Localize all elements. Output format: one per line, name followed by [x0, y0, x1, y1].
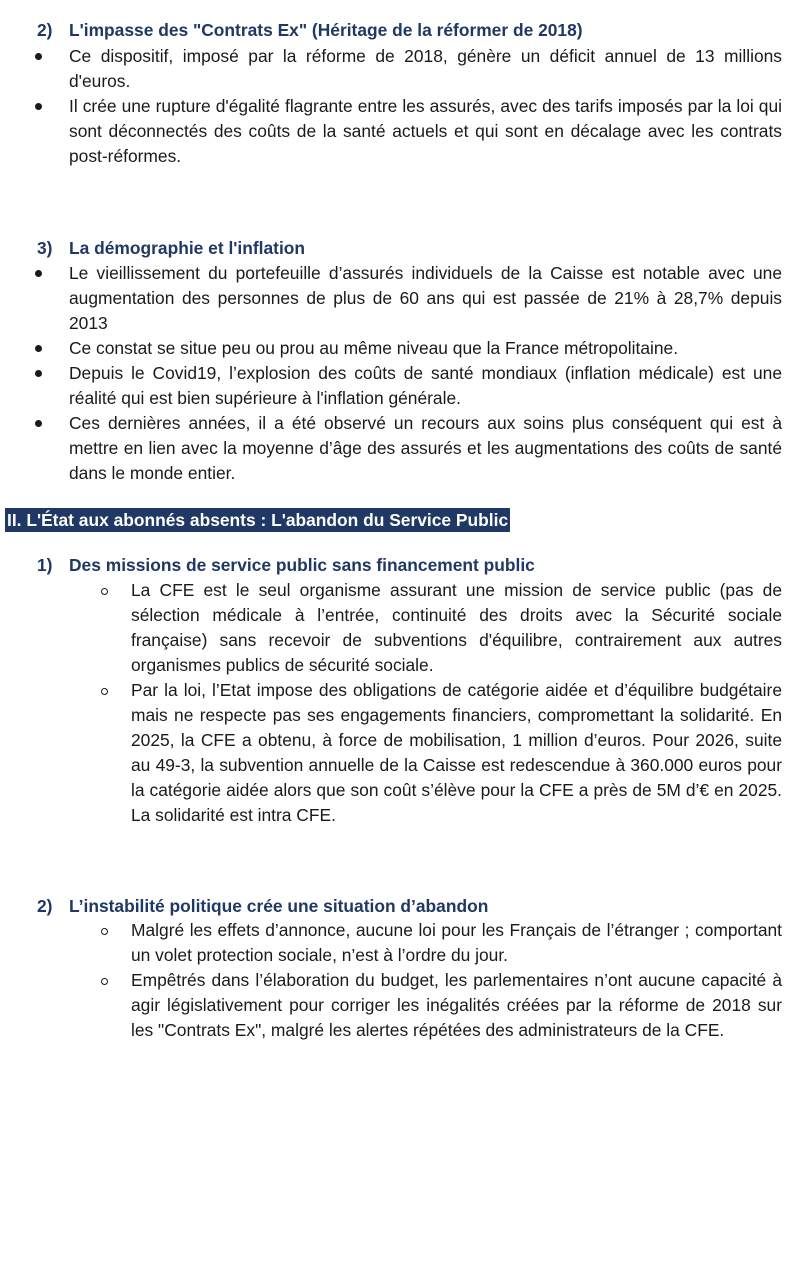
list-item: Ce dispositif, imposé par la réforme de 2018, génère un déficit annuel de 13 millions d'euros. [0, 44, 800, 94]
section-heading-demographie [37, 236, 305, 261]
bullet-list-demographie [0, 261, 800, 486]
section-number: 1) [37, 555, 53, 575]
circle-list-instabilite [0, 918, 800, 1043]
part-heading-etat-absent: II. L'État aux abonnés absents : L'abandon du Service Public [7, 510, 509, 530]
list-item: Ce constat se situe peu ou prou au même niveau que la France métropolitaine. [0, 336, 800, 361]
list-item: Malgré les effets d’annonce, aucune loi pour les Français de l’étranger ; comportant un volet protection sociale, n’est à l’ordre du jour. [0, 918, 800, 968]
bullet-icon [35, 420, 42, 427]
section-number: 2) [37, 896, 53, 916]
bullet-icon [35, 345, 42, 352]
circle-bullet-icon [101, 688, 108, 695]
section-number: 3) [37, 238, 53, 258]
section-title: Des missions de service public sans financement public [69, 555, 535, 575]
circle-bullet-icon [101, 928, 108, 935]
list-item: Empêtrés dans l’élaboration du budget, les parlementaires n’ont aucune capacité à agir législativement pour corriger les inégalités créées par la réforme de 2018 sur les "Contrats Ex", malgré les alertes répétées des administrateurs de la CFE. [0, 968, 800, 1043]
list-item: La CFE est le seul organisme assurant une mission de service public (pas de sélection médicale à l’entrée, continuité des droits avec la Sécurité sociale française) sans recevoir de subventions d'équilibre, contrairement aux autres organismes publics de sécurité sociale. [0, 578, 800, 678]
section-title: L'impasse des "Contrats Ex" (Héritage de la réformer de 2018) [69, 20, 583, 40]
section-heading-contrats-ex [37, 18, 583, 43]
list-item: Il crée une rupture d'égalité flagrante entre les assurés, avec des tarifs imposés par la loi qui sont déconnectés des coûts de la santé actuels et qui sont en décalage avec les contrats post-réformes. [0, 94, 800, 169]
bullet-icon [35, 370, 42, 377]
section-title: L’instabilité politique crée une situation d’abandon [69, 896, 489, 916]
list-item: Ces dernières années, il a été observé un recours aux soins plus conséquent qui est à mettre en lien avec la moyenne d’âge des assurés et les augmentations des coûts de santé dans le monde entier. [0, 411, 800, 486]
list-item: Par la loi, l’Etat impose des obligations de catégorie aidée et d’équilibre budgétaire mais ne respecte pas ses engagements financiers, compromettant la solidarité. En 2025, la CFE a obtenu, à force de mobilisation, 1 million d’euros. Pour 2026, suite au 49-3, la subvention annuelle de la Caisse est redescendue à 360.000 euros pour la catégorie aidée alors que son coût s’élève pour la CFE a près de 5M d’€ en 2025. La solidarité est intra CFE. [0, 678, 800, 828]
circle-bullet-icon [101, 588, 108, 595]
section-heading-instabilite [37, 894, 488, 919]
bullet-icon [35, 270, 42, 277]
circle-bullet-icon [101, 978, 108, 985]
section-heading-missions [37, 553, 535, 578]
section-title: La démographie et l'inflation [69, 238, 306, 258]
list-item: Le vieillissement du portefeuille d’assurés individuels de la Caisse est notable avec une augmentation des personnes de plus de 60 ans qui est passée de 21% à 28,7% depuis 2013 [0, 261, 800, 336]
section-number: 2) [37, 20, 53, 40]
circle-list-missions [0, 578, 800, 828]
list-item: Depuis le Covid19, l’explosion des coûts de santé mondiaux (inflation médicale) est une réalité qui est bien supérieure à l'inflation générale. [0, 361, 800, 411]
bullet-list-contrats-ex [0, 44, 800, 169]
bullet-icon [35, 103, 42, 110]
bullet-icon [35, 53, 42, 60]
